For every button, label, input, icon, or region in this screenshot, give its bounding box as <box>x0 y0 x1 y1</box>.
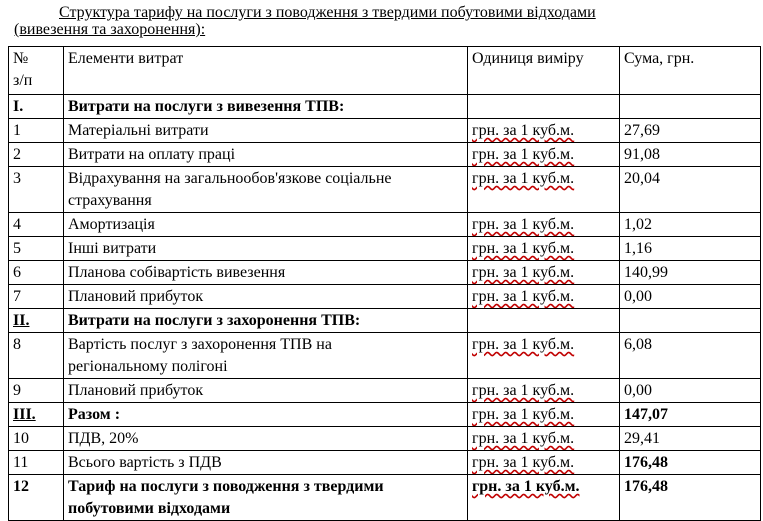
row-unit: грн. за 1 куб.м. <box>468 237 620 261</box>
row-unit <box>468 95 620 119</box>
row-sum: 0,00 <box>620 379 761 403</box>
row-num: 5 <box>9 237 64 261</box>
row-num: 7 <box>9 285 64 309</box>
row-unit: грн. за 1 куб.м. <box>468 475 620 521</box>
header-sum: Сума, грн. <box>620 47 761 95</box>
row-sum: 6,08 <box>620 333 761 379</box>
row-element: Витрати на послуги з захоронення ТПВ: <box>64 309 468 333</box>
row-element: Відрахування на загальнообов'язкове соціальне страхування <box>64 167 468 213</box>
row-num: 11 <box>9 451 64 475</box>
row-element: Тариф на послуги з поводження з твердими побутовими відходами <box>64 475 468 521</box>
row-num: III. <box>9 403 64 427</box>
row-num: 10 <box>9 427 64 451</box>
row-sum: 91,08 <box>620 143 761 167</box>
table-row <box>9 379 761 403</box>
row-sum <box>620 95 761 119</box>
row-element: Витрати на оплату праці <box>64 143 468 167</box>
row-element: Планова собівартість вивезення <box>64 261 468 285</box>
table-row <box>9 237 761 261</box>
row-unit: грн. за 1 куб.м. <box>468 427 620 451</box>
row-sum: 147,07 <box>620 403 761 427</box>
row-element: Витрати на послуги з вивезення ТПВ: <box>64 95 468 119</box>
row-num: 1 <box>9 119 64 143</box>
row-element: Плановий прибуток <box>64 285 468 309</box>
row-unit: грн. за 1 куб.м. <box>468 333 620 379</box>
row-element: Плановий прибуток <box>64 379 468 403</box>
table-row <box>9 213 761 237</box>
row-num: 6 <box>9 261 64 285</box>
row-num: II. <box>9 309 64 333</box>
row-num: 8 <box>9 333 64 379</box>
row-element: Вартість послуг з захоронення ТПВ на регіональному полігоні <box>64 333 468 379</box>
row-unit: грн. за 1 куб.м. <box>468 213 620 237</box>
row-element: Амортизація <box>64 213 468 237</box>
row-unit: грн. за 1 куб.м. <box>468 261 620 285</box>
table-row <box>9 427 761 451</box>
header-element: Елементи витрат <box>64 47 468 95</box>
title-line-2: (вивезення та захоронення): <box>14 21 206 38</box>
row-unit: грн. за 1 куб.м. <box>468 119 620 143</box>
row-unit: грн. за 1 куб.м. <box>468 143 620 167</box>
row-num: 12 <box>9 475 64 521</box>
row-num: 4 <box>9 213 64 237</box>
table-row <box>9 403 761 427</box>
row-element: Матеріальні витрати <box>64 119 468 143</box>
row-unit <box>468 309 620 333</box>
table-row <box>9 333 761 379</box>
tariff-structure-table <box>8 46 761 521</box>
row-unit: грн. за 1 куб.м. <box>468 403 620 427</box>
row-num: 3 <box>9 167 64 213</box>
row-num: I. <box>9 95 64 119</box>
header-num: № з/п <box>9 47 64 95</box>
row-unit: грн. за 1 куб.м. <box>468 167 620 213</box>
table-row <box>9 119 761 143</box>
row-sum: 27,69 <box>620 119 761 143</box>
row-num: 2 <box>9 143 64 167</box>
table-row <box>9 261 761 285</box>
row-element: Інші витрати <box>64 237 468 261</box>
row-element: ПДВ, 20% <box>64 427 468 451</box>
table-header-row <box>9 47 761 95</box>
header-unit: Одиниця виміру <box>468 47 620 95</box>
table-row <box>9 475 761 521</box>
row-sum: 0,00 <box>620 285 761 309</box>
row-sum: 29,41 <box>620 427 761 451</box>
table-row <box>9 95 761 119</box>
row-sum <box>620 309 761 333</box>
row-sum: 176,48 <box>620 451 761 475</box>
row-sum: 1,02 <box>620 213 761 237</box>
row-sum: 140,99 <box>620 261 761 285</box>
table-row <box>9 309 761 333</box>
title-line-1: Структура тарифу на послуги з поводження з твердими побутовими відходами <box>59 4 596 21</box>
row-unit: грн. за 1 куб.м. <box>468 285 620 309</box>
row-element: Разом : <box>64 403 468 427</box>
table-row <box>9 451 761 475</box>
row-sum: 20,04 <box>620 167 761 213</box>
row-num: 9 <box>9 379 64 403</box>
document-title <box>0 0 763 38</box>
table-row <box>9 167 761 213</box>
row-sum: 176,48 <box>620 475 761 521</box>
row-unit: грн. за 1 куб.м. <box>468 451 620 475</box>
table-row <box>9 143 761 167</box>
row-sum: 1,16 <box>620 237 761 261</box>
row-element: Всього вартість з ПДВ <box>64 451 468 475</box>
table-row <box>9 285 761 309</box>
row-unit: грн. за 1 куб.м. <box>468 379 620 403</box>
